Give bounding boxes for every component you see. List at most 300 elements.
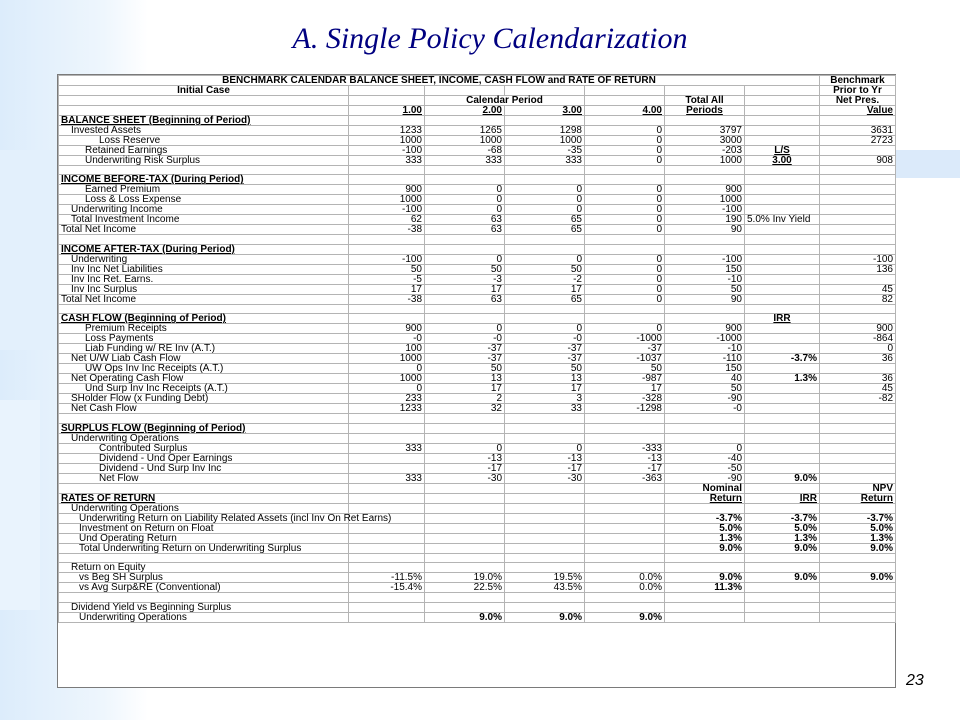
header-row xyxy=(59,106,896,116)
table-cell: 333 xyxy=(505,156,585,166)
table-cell xyxy=(349,563,425,573)
row-label: vs Beg SH Surplus xyxy=(59,573,349,583)
table-cell: 9.0% xyxy=(425,612,505,622)
table-cell: -38 xyxy=(349,294,425,304)
row-label: Underwriting Operations xyxy=(59,503,349,513)
table-cell xyxy=(585,593,665,602)
table-cell xyxy=(505,235,585,244)
table-cell xyxy=(745,195,820,205)
table-cell: 1000 xyxy=(665,156,745,166)
row-label: Und Surp Inv Inc Receipts (A.T.) xyxy=(59,384,349,394)
table-cell xyxy=(820,314,896,324)
table-cell: 333 xyxy=(349,443,425,453)
sheet-title: BENCHMARK CALENDAR BALANCE SHEET, INCOME, CASH FLOW and RATE OF RETURN xyxy=(59,76,820,86)
table-cell: 0 xyxy=(585,284,665,294)
table-row xyxy=(59,185,896,195)
row-label: Inv Inc Surplus xyxy=(59,284,349,294)
table-row xyxy=(59,264,896,274)
table-cell: -100 xyxy=(665,254,745,264)
table-cell: -3.7% xyxy=(665,513,745,523)
table-cell: 65 xyxy=(505,294,585,304)
table-cell xyxy=(349,116,425,126)
table-cell xyxy=(820,175,896,185)
table-cell xyxy=(745,404,820,414)
table-row xyxy=(59,175,896,185)
table-cell xyxy=(505,166,585,175)
table-cell: -17 xyxy=(425,463,505,473)
table-cell: 3000 xyxy=(665,136,745,146)
table-row xyxy=(59,523,896,533)
table-cell: 17 xyxy=(505,284,585,294)
table-cell: 5.0% xyxy=(665,523,745,533)
table-cell: -203 xyxy=(665,146,745,156)
table-cell: 1.3% xyxy=(665,533,745,543)
table-cell xyxy=(745,264,820,274)
table-cell xyxy=(820,146,896,156)
table-row xyxy=(59,612,896,622)
table-cell xyxy=(349,523,425,533)
table-cell: -1298 xyxy=(585,404,665,414)
table-cell: 0 xyxy=(585,136,665,146)
table-cell xyxy=(820,244,896,254)
table-cell xyxy=(745,463,820,473)
table-cell: 0 xyxy=(425,205,505,215)
table-cell: 13 xyxy=(505,374,585,384)
table-cell xyxy=(745,423,820,433)
table-cell: 900 xyxy=(820,324,896,334)
table-cell: 150 xyxy=(665,364,745,374)
table-cell: -38 xyxy=(349,225,425,235)
table-cell: 90 xyxy=(665,294,745,304)
table-cell xyxy=(665,166,745,175)
table-row xyxy=(59,284,896,294)
background-bar xyxy=(892,150,960,178)
row-label xyxy=(59,483,349,493)
table-cell: 17 xyxy=(425,384,505,394)
table-row xyxy=(59,215,896,225)
table-cell xyxy=(745,483,820,493)
table-cell xyxy=(505,423,585,433)
table-cell: 9.0% xyxy=(665,543,745,553)
table-cell xyxy=(585,602,665,612)
page-number: 23 xyxy=(906,672,924,689)
table-cell xyxy=(585,314,665,324)
row-label: Inv Inc Ret. Earns. xyxy=(59,274,349,284)
row-label: Liab Funding w/ RE Inv (A.T.) xyxy=(59,344,349,354)
table-row xyxy=(59,195,896,205)
row-label: Und Operating Return xyxy=(59,533,349,543)
table-cell: 2723 xyxy=(820,136,896,146)
table-cell xyxy=(745,394,820,404)
table-cell: 3.00 xyxy=(745,156,820,166)
table-cell xyxy=(820,205,896,215)
table-cell: -1000 xyxy=(665,334,745,344)
table-cell xyxy=(505,533,585,543)
table-cell xyxy=(585,423,665,433)
row-label: Inv Inc Net Liabilities xyxy=(59,264,349,274)
background-block xyxy=(0,400,40,610)
table-cell xyxy=(745,563,820,573)
table-cell xyxy=(665,116,745,126)
table-cell: -100 xyxy=(349,205,425,215)
table-cell: 3 xyxy=(505,394,585,404)
table-cell xyxy=(665,602,745,612)
header-period-3: 3.00 xyxy=(505,106,585,116)
table-cell: -100 xyxy=(820,254,896,264)
table-cell: -0 xyxy=(505,334,585,344)
table-cell xyxy=(505,563,585,573)
table-cell xyxy=(585,563,665,573)
table-cell xyxy=(425,414,505,423)
table-cell: 0 xyxy=(585,215,665,225)
table-cell xyxy=(745,384,820,394)
table-cell: -100 xyxy=(349,254,425,264)
table-cell: -0 xyxy=(665,404,745,414)
table-cell: 11.3% xyxy=(665,583,745,593)
table-cell xyxy=(745,324,820,334)
table-cell xyxy=(745,583,820,593)
table-row xyxy=(59,225,896,235)
table-cell xyxy=(585,483,665,493)
table-cell: 50 xyxy=(425,264,505,274)
table-cell xyxy=(425,304,505,313)
table-cell xyxy=(349,503,425,513)
table-cell: 2 xyxy=(425,394,505,404)
table-cell xyxy=(745,593,820,602)
table-cell: 900 xyxy=(665,324,745,334)
table-cell xyxy=(820,553,896,562)
table-row xyxy=(59,334,896,344)
table-cell: -30 xyxy=(505,473,585,483)
table-cell xyxy=(665,563,745,573)
row-label: Underwriting Income xyxy=(59,205,349,215)
table-cell xyxy=(425,503,505,513)
table-cell: 50 xyxy=(349,264,425,274)
table-cell xyxy=(665,503,745,513)
table-cell xyxy=(665,433,745,443)
table-cell xyxy=(585,523,665,533)
table-row xyxy=(59,364,896,374)
table-cell xyxy=(820,463,896,473)
table-cell xyxy=(745,344,820,354)
table-cell xyxy=(820,433,896,443)
table-cell: 50 xyxy=(665,284,745,294)
table-cell xyxy=(585,235,665,244)
row-label xyxy=(59,414,349,423)
table-cell: 0 xyxy=(505,195,585,205)
row-label: SURPLUS FLOW (Beginning of Period) xyxy=(59,423,349,433)
table-cell: -37 xyxy=(425,354,505,364)
table-cell: 1000 xyxy=(425,136,505,146)
table-cell: -0 xyxy=(349,334,425,344)
table-cell xyxy=(349,493,425,503)
row-label: Return on Equity xyxy=(59,563,349,573)
table-cell xyxy=(745,334,820,344)
table-cell xyxy=(585,433,665,443)
table-cell: -987 xyxy=(585,374,665,384)
table-cell: -50 xyxy=(665,463,745,473)
table-cell xyxy=(665,553,745,562)
table-cell xyxy=(349,553,425,562)
table-cell: 22.5% xyxy=(425,583,505,593)
table-cell: 3631 xyxy=(820,126,896,136)
table-cell: 0.0% xyxy=(585,583,665,593)
table-cell: 5.0% xyxy=(745,523,820,533)
table-cell: -17 xyxy=(585,463,665,473)
table-cell xyxy=(505,523,585,533)
table-cell: 1.3% xyxy=(745,374,820,384)
table-cell: 190 xyxy=(665,215,745,225)
table-cell: -3.7% xyxy=(745,354,820,364)
table-cell xyxy=(505,493,585,503)
table-cell xyxy=(745,116,820,126)
header-row xyxy=(59,96,896,106)
row-label: SHolder Flow (x Funding Debt) xyxy=(59,394,349,404)
table-cell: -10 xyxy=(665,344,745,354)
table-cell xyxy=(349,533,425,543)
table-cell: -10 xyxy=(665,274,745,284)
row-label: Loss & Loss Expense xyxy=(59,195,349,205)
table-row xyxy=(59,244,896,254)
row-label: Net Operating Cash Flow xyxy=(59,374,349,384)
table-cell: -333 xyxy=(585,443,665,453)
header-row xyxy=(59,86,896,96)
table-cell: 9.0% xyxy=(745,543,820,553)
table-cell xyxy=(820,166,896,175)
table-cell xyxy=(349,612,425,622)
table-cell: -1000 xyxy=(585,334,665,344)
table-cell: 65 xyxy=(505,225,585,235)
row-label: Loss Reserve xyxy=(59,136,349,146)
table-cell: 0 xyxy=(349,384,425,394)
row-label: CASH FLOW (Beginning of Period) xyxy=(59,314,349,324)
table-cell xyxy=(425,543,505,553)
table-cell: 50 xyxy=(425,364,505,374)
table-cell xyxy=(665,235,745,244)
row-label: Earned Premium xyxy=(59,185,349,195)
row-label xyxy=(59,235,349,244)
table-cell: L/S xyxy=(745,146,820,156)
table-cell: 0 xyxy=(505,443,585,453)
table-cell: 32 xyxy=(425,404,505,414)
table-cell xyxy=(745,433,820,443)
table-row xyxy=(59,314,896,324)
row-label: UW Ops Inv Inc Receipts (A.T.) xyxy=(59,364,349,374)
table-row xyxy=(59,493,896,503)
table-cell: -864 xyxy=(820,334,896,344)
header-period-2: 2.00 xyxy=(425,106,505,116)
table-row xyxy=(59,453,896,463)
table-cell xyxy=(820,185,896,195)
row-label: vs Avg Surp&RE (Conventional) xyxy=(59,583,349,593)
table-cell xyxy=(745,503,820,513)
table-cell xyxy=(505,553,585,562)
row-label: Underwriting Risk Surplus xyxy=(59,156,349,166)
table-cell: 1233 xyxy=(349,404,425,414)
table-cell xyxy=(425,433,505,443)
table-cell xyxy=(425,533,505,543)
table-cell: -100 xyxy=(349,146,425,156)
table-cell xyxy=(425,116,505,126)
table-row xyxy=(59,414,896,423)
table-cell xyxy=(349,235,425,244)
table-cell xyxy=(820,583,896,593)
table-row xyxy=(59,235,896,244)
table-row xyxy=(59,423,896,433)
table-row xyxy=(59,126,896,136)
table-cell xyxy=(425,523,505,533)
table-cell xyxy=(349,433,425,443)
table-cell: -37 xyxy=(585,344,665,354)
table-cell xyxy=(745,414,820,423)
table-cell: 1000 xyxy=(349,354,425,364)
header-benchmark: Benchmark xyxy=(820,76,896,86)
table-cell: 50 xyxy=(585,364,665,374)
table-cell: 0 xyxy=(585,185,665,195)
table-cell: 5.0% xyxy=(820,523,896,533)
table-cell xyxy=(745,235,820,244)
table-cell: -5 xyxy=(349,274,425,284)
table-cell xyxy=(349,166,425,175)
table-cell xyxy=(349,175,425,185)
table-cell xyxy=(665,414,745,423)
table-cell: 1000 xyxy=(349,374,425,384)
table-cell xyxy=(820,602,896,612)
row-label: Retained Earnings xyxy=(59,146,349,156)
table-cell: 900 xyxy=(349,185,425,195)
table-cell: -3 xyxy=(425,274,505,284)
header-row xyxy=(59,76,896,86)
table-cell xyxy=(745,274,820,284)
table-cell xyxy=(425,166,505,175)
table-cell: 0.0% xyxy=(585,573,665,583)
table-cell: 0 xyxy=(505,185,585,195)
table-row xyxy=(59,443,896,453)
row-label: Net Flow xyxy=(59,473,349,483)
table-cell: 9.0% xyxy=(820,543,896,553)
table-cell xyxy=(349,453,425,463)
table-cell xyxy=(505,244,585,254)
header-period-4: 4.00 xyxy=(585,106,665,116)
table-cell xyxy=(820,215,896,225)
table-cell xyxy=(665,423,745,433)
table-cell xyxy=(505,175,585,185)
table-cell xyxy=(349,414,425,423)
table-cell xyxy=(505,483,585,493)
table-cell xyxy=(425,563,505,573)
table-cell xyxy=(425,553,505,562)
table-cell xyxy=(820,593,896,602)
table-cell xyxy=(820,364,896,374)
header-net-pres: Net Pres. xyxy=(820,96,896,106)
table-cell xyxy=(425,423,505,433)
table-cell: 0 xyxy=(585,156,665,166)
table-cell xyxy=(585,414,665,423)
table-cell xyxy=(820,443,896,453)
table-cell xyxy=(585,553,665,562)
table-row xyxy=(59,463,896,473)
table-cell: -1037 xyxy=(585,354,665,364)
table-row xyxy=(59,602,896,612)
table-cell: 33 xyxy=(505,404,585,414)
table-cell: 0 xyxy=(585,254,665,264)
table-cell xyxy=(425,314,505,324)
table-cell: 17 xyxy=(425,284,505,294)
table-cell: 50 xyxy=(505,364,585,374)
table-cell xyxy=(745,443,820,453)
table-cell: 1298 xyxy=(505,126,585,136)
table-row xyxy=(59,503,896,513)
table-cell: 100 xyxy=(349,344,425,354)
table-cell: 150 xyxy=(665,264,745,274)
table-cell: 82 xyxy=(820,294,896,304)
table-cell: -37 xyxy=(505,344,585,354)
table-cell: 0 xyxy=(665,443,745,453)
table-cell xyxy=(745,553,820,562)
row-label: INCOME BEFORE-TAX (During Period) xyxy=(59,175,349,185)
table-cell: 1000 xyxy=(505,136,585,146)
table-cell: 13 xyxy=(425,374,505,384)
table-cell xyxy=(820,612,896,622)
table-cell: -110 xyxy=(665,354,745,364)
table-cell xyxy=(585,493,665,503)
table-cell xyxy=(505,116,585,126)
table-cell: 1.3% xyxy=(820,533,896,543)
table-row xyxy=(59,543,896,553)
table-cell: -363 xyxy=(585,473,665,483)
row-label: Underwriting Return on Liability Related Assets (incl Inv On Ret Earns) xyxy=(59,513,349,523)
table-cell: -82 xyxy=(820,394,896,404)
table-cell: 233 xyxy=(349,394,425,404)
table-cell: -15.4% xyxy=(349,583,425,593)
background-block xyxy=(0,150,58,350)
table-cell: -2 xyxy=(505,274,585,284)
table-cell xyxy=(745,364,820,374)
table-cell: -0 xyxy=(425,334,505,344)
table-cell: 0 xyxy=(425,195,505,205)
table-cell xyxy=(349,314,425,324)
table-row xyxy=(59,404,896,414)
table-cell: 63 xyxy=(425,294,505,304)
table-cell xyxy=(425,602,505,612)
table-cell xyxy=(585,116,665,126)
table-row xyxy=(59,533,896,543)
table-cell: 136 xyxy=(820,264,896,274)
table-cell: -328 xyxy=(585,394,665,404)
table-cell: NPV xyxy=(820,483,896,493)
row-label: Total Underwriting Return on Underwriting Surplus xyxy=(59,543,349,553)
table-cell xyxy=(820,423,896,433)
table-row xyxy=(59,324,896,334)
row-label: Net U/W Liab Cash Flow xyxy=(59,354,349,364)
table-cell xyxy=(585,513,665,523)
table-cell xyxy=(585,304,665,313)
table-cell xyxy=(820,195,896,205)
table-cell: 0 xyxy=(425,443,505,453)
table-cell: 0 xyxy=(585,146,665,156)
table-cell xyxy=(585,503,665,513)
table-cell xyxy=(349,543,425,553)
table-cell: 9.0% xyxy=(745,573,820,583)
table-cell: -17 xyxy=(505,463,585,473)
table-cell xyxy=(820,304,896,313)
table-cell: 1000 xyxy=(349,195,425,205)
table-cell: 50 xyxy=(665,384,745,394)
table-cell: 63 xyxy=(425,215,505,225)
row-label: Premium Receipts xyxy=(59,324,349,334)
row-label: Dividend Yield vs Beginning Surplus xyxy=(59,602,349,612)
table-cell: 0 xyxy=(425,254,505,264)
